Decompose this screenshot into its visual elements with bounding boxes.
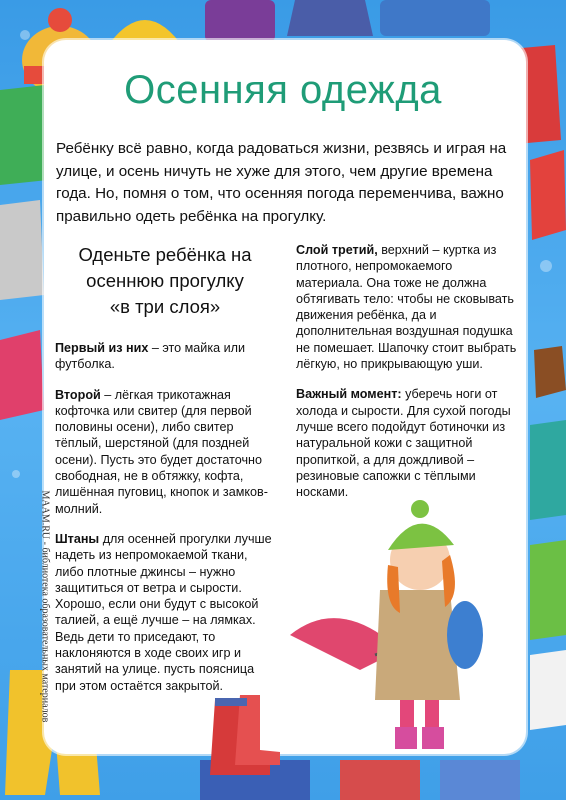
subheading-line: «в три слоя» xyxy=(109,296,221,317)
layer-three-paragraph xyxy=(296,242,518,372)
left-column xyxy=(55,242,275,708)
paragraph-lead: Первый из них xyxy=(55,341,149,355)
subheading-line: Оденьте ребёнка на xyxy=(78,244,252,265)
subheading xyxy=(55,242,275,320)
layer-one-paragraph xyxy=(55,340,275,373)
layer-two-paragraph xyxy=(55,387,275,517)
page-title: Осенняя одежда xyxy=(124,68,442,112)
brown-glove-illustration xyxy=(530,340,566,400)
paragraph-text: уберечь ноги от холода и сырости. Для сухой погоды лучше всего подойдут ботиночки из натуральной кожи с защитной пропиткой, а для дождливой – резиновые сапожки с тёплыми носками. xyxy=(296,387,511,500)
purple-coat-illustration xyxy=(200,0,280,45)
green-sweater-illustration xyxy=(526,540,566,640)
right-column xyxy=(296,242,518,514)
rubber-boots-illustration xyxy=(200,690,290,780)
paragraph-lead: Слой третий, xyxy=(296,243,378,257)
paragraph-text: для осенней прогулки лучше надеть из непромокаемой ткани, либо плотные джинсы – нужно защититься от ветра и сырости. Хорошо, если они будут с высокой талией, а ещё лучше – на лямках. Ведь дети то приседают, то наклоняются в ходе своих игр и занятий на улице. пусть поясница при этом остаётся закрытой. xyxy=(55,531,272,693)
watermark: MAAM.RU - библиотека образовательных материалов xyxy=(39,490,51,723)
paragraph-lead: Важный момент: xyxy=(296,387,402,402)
scarf-illustration xyxy=(0,330,44,420)
paragraph-text: – это майка или футболка. xyxy=(55,341,246,372)
white-tshirt-illustration xyxy=(526,650,566,730)
child-with-umbrella-illustration xyxy=(280,495,500,755)
snow-dot xyxy=(540,260,552,272)
paragraph-text: верхний – куртка из плотного, непромокаемого материала. Она тоже не должна обтягивать тело: чтобы не сковывать движения ребёнка, да и дополнительная воздушная подушка не помешает. Шапочку стоит выбрать лёгкую, но прикрывающую уши. xyxy=(296,243,517,372)
gloves-illustration xyxy=(530,150,566,240)
important-note-paragraph xyxy=(296,386,518,500)
paragraph-lead: Второй xyxy=(55,387,101,402)
intro-paragraph: Ребёнку всё равно, когда радоваться жизни, резвясь и играя на улице, и осень ничуть не хуже для этого, чем другие времена года. Но, помня о том, что осенняя погода переменчива, важно правильно одеть ребёнка на прогулку. xyxy=(56,140,507,225)
pants-paragraph xyxy=(55,531,275,694)
gray-coat-illustration xyxy=(0,200,44,300)
teal-sweater-illustration xyxy=(526,420,566,520)
subheading-line: осеннюю прогулку xyxy=(86,270,244,291)
sweater-illustration xyxy=(380,0,500,40)
paragraph-text: – лёгкая трикотажная кофточка или свитер (для первой половины осени), либо свитер тёплый, шерстяной (для поздней осени). Пусть это будет достаточно свободная, не в обтяжку, кофта, лишённая пуговиц, кнопок и замков-молний. xyxy=(55,387,268,516)
paragraph-lead: Штаны xyxy=(55,531,100,546)
snow-dot xyxy=(12,470,20,478)
skirt-illustration xyxy=(285,0,375,40)
